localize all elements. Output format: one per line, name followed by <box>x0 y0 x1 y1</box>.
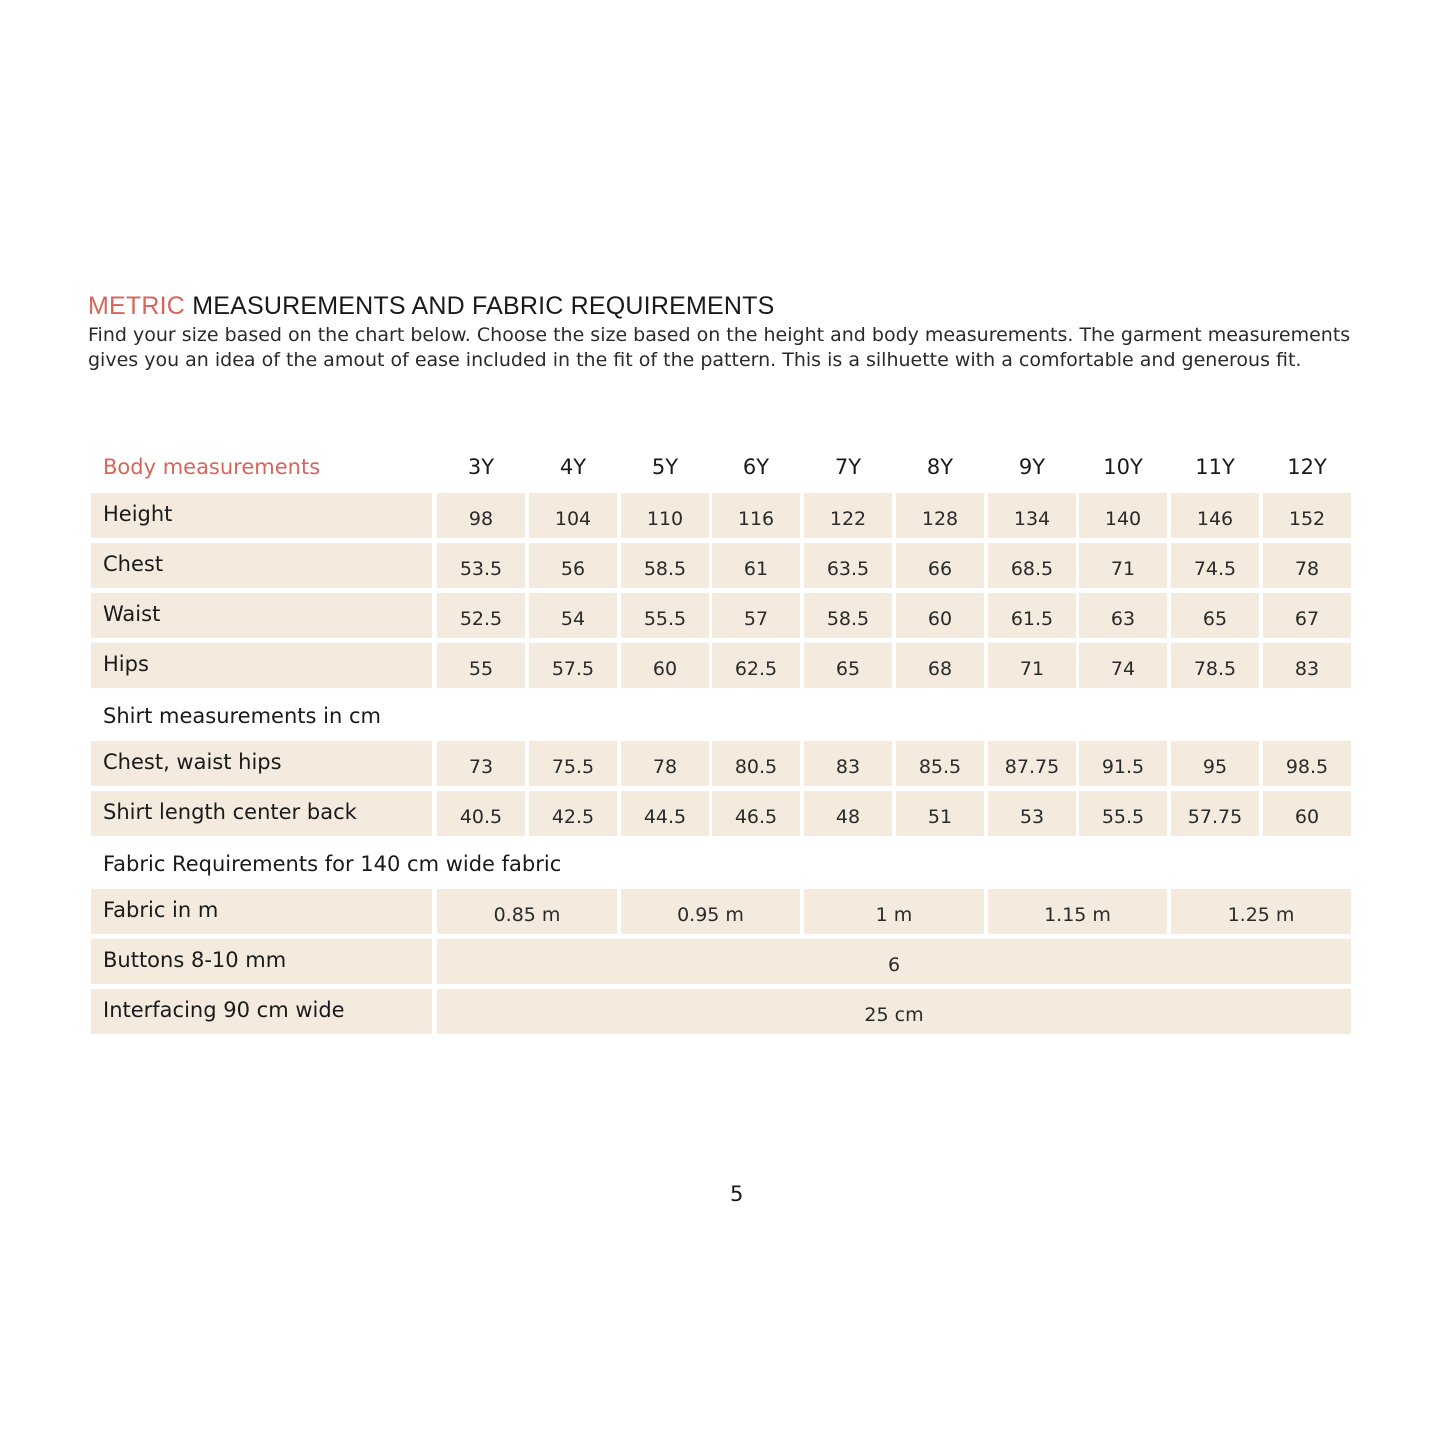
table-cell: 65 <box>804 643 892 688</box>
table-cell: 60 <box>621 643 709 688</box>
table-cell: 55.5 <box>621 593 709 638</box>
table-cell: 60 <box>896 593 984 638</box>
table-cell: 60 <box>1263 791 1351 836</box>
table-cell: 80.5 <box>712 741 800 786</box>
table-cell: 42.5 <box>529 791 617 836</box>
table-cell: 57.5 <box>529 643 617 688</box>
row-label <box>91 643 432 688</box>
row-label-text: Height <box>103 501 173 526</box>
table-cell: 78.5 <box>1171 643 1259 688</box>
table-row <box>91 791 1350 836</box>
table-cell: 53.5 <box>437 543 525 588</box>
table-cell: 110 <box>621 493 709 538</box>
table-cell: 67 <box>1263 593 1351 638</box>
row-label <box>91 791 432 836</box>
row-label <box>91 989 432 1034</box>
table-cell: 55.5 <box>1079 791 1167 836</box>
fabric-requirements-header: Fabric Requirements for 140 cm wide fabric <box>103 852 562 876</box>
row-label <box>91 543 432 588</box>
table-cell: 54 <box>529 593 617 638</box>
table-row <box>91 989 1350 1034</box>
table-cell: 73 <box>437 741 525 786</box>
size-header: 5Y <box>651 455 679 479</box>
table-cell: 75.5 <box>529 741 617 786</box>
table-cell: 140 <box>1079 493 1167 538</box>
table-cell: 1 m <box>804 889 984 934</box>
table-cell: 87.75 <box>988 741 1076 786</box>
table-cell: 83 <box>1263 643 1351 688</box>
row-label-text: Interfacing 90 cm wide <box>103 997 345 1022</box>
table-cell: 51 <box>896 791 984 836</box>
intro-line-1: Find your size based on the chart below. Choose the size based on the height and body measurements. The garment measurements <box>88 324 1351 346</box>
size-header: 9Y <box>1018 455 1046 479</box>
table-row <box>91 593 1350 638</box>
table-cell: 48 <box>804 791 892 836</box>
shirt-measurements-header: Shirt measurements in cm <box>103 704 381 728</box>
table-cell: 40.5 <box>437 791 525 836</box>
size-header: 8Y <box>926 455 954 479</box>
intro-line-2: gives you an idea of the amout of ease included in the fit of the pattern. This is a silhuette with a comfortable and generous fit. <box>88 349 1302 371</box>
row-label <box>91 593 432 638</box>
intro-text <box>88 323 1358 373</box>
title-accent: METRIC <box>88 292 186 320</box>
table-cell: 46.5 <box>712 791 800 836</box>
table-cell: 74 <box>1079 643 1167 688</box>
table-cell: 61 <box>712 543 800 588</box>
table-cell: 53 <box>988 791 1076 836</box>
row-label-text: Shirt length center back <box>103 799 357 824</box>
row-label-text: Waist <box>103 601 161 626</box>
table-cell: 134 <box>988 493 1076 538</box>
table-row <box>91 543 1350 588</box>
row-label-text: Buttons 8-10 mm <box>103 947 287 972</box>
table-cell: 65 <box>1171 593 1259 638</box>
size-header: 3Y <box>467 455 495 479</box>
table-cell: 91.5 <box>1079 741 1167 786</box>
table-cell: 95 <box>1171 741 1259 786</box>
body-measurements-header: Body measurements <box>103 455 321 479</box>
title-rest: MEASUREMENTS AND FABRIC REQUIREMENTS <box>192 292 775 320</box>
table-cell: 1.15 m <box>988 889 1167 934</box>
table-cell: 68.5 <box>988 543 1076 588</box>
table-cell: 0.85 m <box>437 889 617 934</box>
table-row <box>91 939 1350 984</box>
row-label <box>91 493 432 538</box>
size-header: 6Y <box>742 455 770 479</box>
table-cell: 57 <box>712 593 800 638</box>
table-cell: 83 <box>804 741 892 786</box>
table-cell: 98.5 <box>1263 741 1351 786</box>
row-label-text: Chest, waist hips <box>103 749 282 774</box>
size-header: 4Y <box>559 455 587 479</box>
row-label-text: Chest <box>103 551 164 576</box>
table-cell: 78 <box>1263 543 1351 588</box>
table-cell: 128 <box>896 493 984 538</box>
size-header: 12Y <box>1287 455 1327 479</box>
table-cell: 116 <box>712 493 800 538</box>
page-title <box>88 292 774 321</box>
table-cell: 104 <box>529 493 617 538</box>
table-row <box>91 643 1350 688</box>
table-cell: 55 <box>437 643 525 688</box>
table-row <box>91 889 1350 934</box>
table-cell: 71 <box>988 643 1076 688</box>
table-cell: 63.5 <box>804 543 892 588</box>
table-cell: 0.95 m <box>621 889 800 934</box>
table-row <box>91 741 1350 786</box>
row-label-text: Hips <box>103 651 149 676</box>
table-cell: 146 <box>1171 493 1259 538</box>
row-label <box>91 741 432 786</box>
table-cell: 63 <box>1079 593 1167 638</box>
table-cell: 68 <box>896 643 984 688</box>
row-label <box>91 889 432 934</box>
table-cell: 122 <box>804 493 892 538</box>
row-label <box>91 939 432 984</box>
table-cell: 58.5 <box>804 593 892 638</box>
table-cell: 58.5 <box>621 543 709 588</box>
table-cell: 6 <box>437 939 1351 984</box>
table-cell: 1.25 m <box>1171 889 1351 934</box>
table-cell: 56 <box>529 543 617 588</box>
table-cell: 66 <box>896 543 984 588</box>
table-cell: 152 <box>1263 493 1351 538</box>
table-cell: 57.75 <box>1171 791 1259 836</box>
table-cell: 74.5 <box>1171 543 1259 588</box>
table-row <box>91 493 1350 538</box>
table-cell: 61.5 <box>988 593 1076 638</box>
table-cell: 98 <box>437 493 525 538</box>
table-cell: 44.5 <box>621 791 709 836</box>
table-cell: 85.5 <box>896 741 984 786</box>
table-cell: 78 <box>621 741 709 786</box>
table-cell: 25 cm <box>437 989 1351 1034</box>
size-header: 10Y <box>1103 455 1143 479</box>
table-cell: 71 <box>1079 543 1167 588</box>
table-cell: 62.5 <box>712 643 800 688</box>
page-number: 5 <box>730 1182 744 1206</box>
table-cell: 52.5 <box>437 593 525 638</box>
row-label-text: Fabric in m <box>103 897 219 922</box>
size-header: 7Y <box>834 455 862 479</box>
size-header: 11Y <box>1195 455 1235 479</box>
